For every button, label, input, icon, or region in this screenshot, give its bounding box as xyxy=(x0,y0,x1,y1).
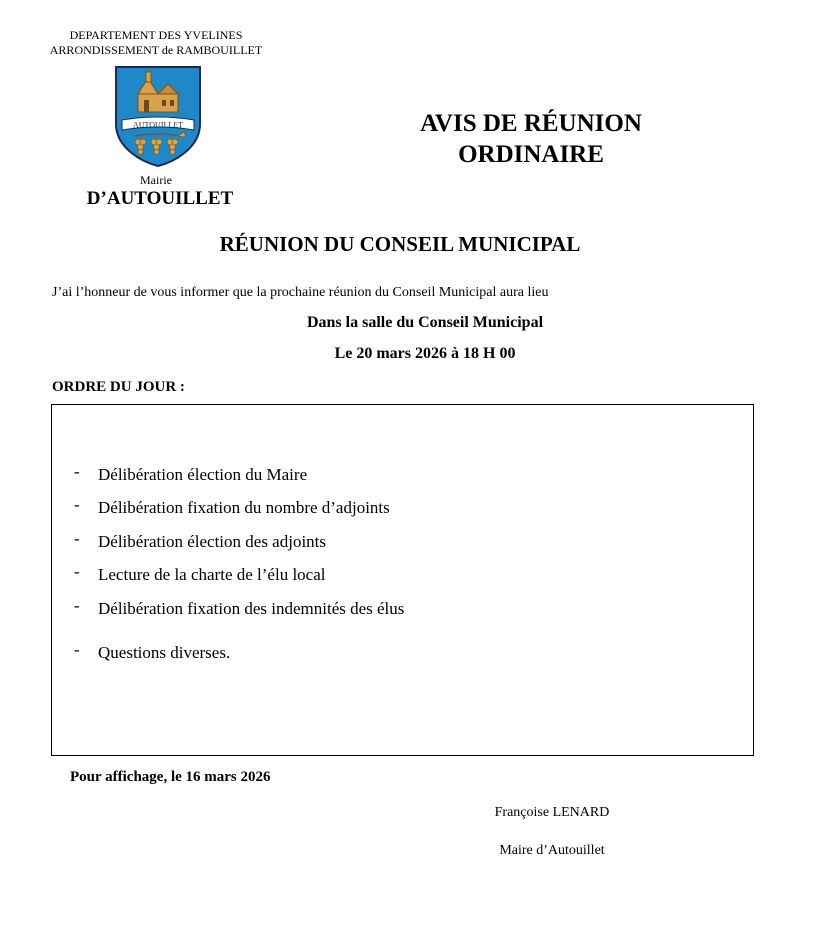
arrondissement-name: ARRONDISSEMENT de RAMBOUILLET xyxy=(49,43,263,57)
notice-title xyxy=(390,108,672,170)
dash-bullet-icon: - xyxy=(74,596,80,615)
posting-date: Pour affichage, le 16 mars 2026 xyxy=(70,769,271,785)
agenda-box xyxy=(51,404,754,756)
agenda-item-text: Délibération fixation des indemnités des élus xyxy=(98,599,405,618)
dash-bullet-icon: - xyxy=(74,495,80,514)
svg-text:AUTOUILLET: AUTOUILLET xyxy=(132,120,184,130)
department-header xyxy=(30,28,282,58)
intro-text: J’ai l’honneur de vous informer que la prochaine réunion du Conseil Municipal aura lieu xyxy=(52,285,549,300)
town-name: D’AUTOUILLET xyxy=(86,188,234,209)
meeting-venue: Dans la salle du Conseil Municipal xyxy=(306,314,544,331)
agenda-heading: ORDRE DU JOUR : xyxy=(52,379,185,395)
crest-shield-icon xyxy=(112,64,204,168)
dash-bullet-icon: - xyxy=(74,529,80,548)
dash-bullet-icon: - xyxy=(74,462,80,481)
signatory-name: Françoise LENARD xyxy=(494,805,610,820)
agenda-item-text: Questions diverses. xyxy=(98,643,231,662)
agenda-item-text: Délibération élection du Maire xyxy=(98,465,308,484)
agenda-item-text: Délibération fixation du nombre d’adjoints xyxy=(98,498,390,517)
signatory-title: Maire d’Autouillet xyxy=(499,843,605,858)
town-crest-logo xyxy=(112,64,204,168)
agenda-item-text: Lecture de la charte de l’élu local xyxy=(98,565,326,584)
notice-title-line-2: ORDINAIRE xyxy=(458,141,604,168)
mairie-label: Mairie xyxy=(140,173,172,187)
council-meeting-title: RÉUNION DU CONSEIL MUNICIPAL xyxy=(219,232,581,256)
meeting-datetime: Le 20 mars 2026 à 18 H 00 xyxy=(334,345,516,362)
dash-bullet-icon: - xyxy=(74,562,80,581)
dash-bullet-icon: - xyxy=(74,640,80,659)
department-name: DEPARTEMENT DES YVELINES xyxy=(69,28,243,42)
agenda-item-text: Délibération élection des adjoints xyxy=(98,532,327,551)
notice-title-line-1: AVIS DE RÉUNION xyxy=(420,110,642,137)
